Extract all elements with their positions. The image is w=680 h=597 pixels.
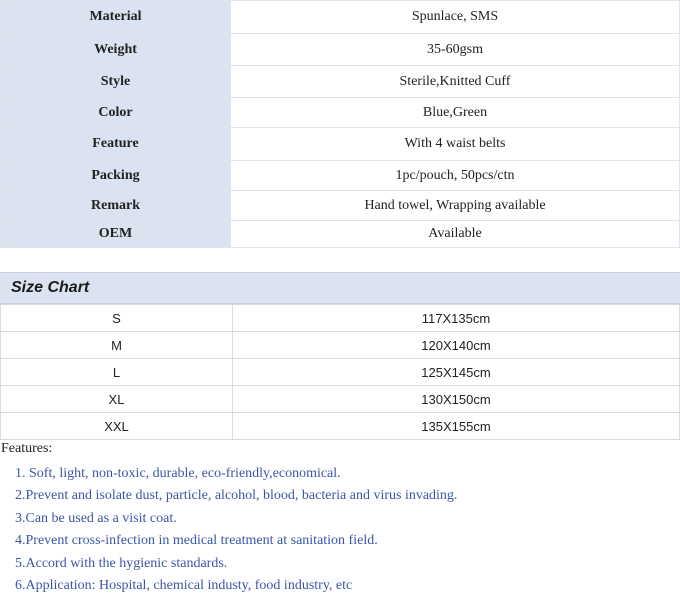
size-chart-table (0, 304, 680, 440)
spec-row (1, 128, 680, 161)
feature-item: 3.Can be used as a visit coat. (15, 510, 177, 526)
spec-row (1, 98, 680, 128)
feature-item: 6.Application: Hospital, chemical industy, food industry, etc (15, 577, 353, 593)
spec-value: 1pc/pouch, 50pcs/ctn (231, 161, 680, 191)
spec-label: Weight (1, 34, 231, 66)
size-label: L (1, 359, 233, 386)
spec-row (1, 34, 680, 66)
spec-value: Hand towel, Wrapping available (231, 191, 680, 221)
size-label: S (1, 305, 233, 332)
spec-table (0, 0, 680, 248)
spec-label: Color (1, 98, 231, 128)
size-chart-header (0, 272, 680, 304)
spec-row (1, 191, 680, 221)
size-dimensions: 130X150cm (233, 386, 680, 413)
feature-item: 2.Prevent and isolate dust, particle, alcohol, blood, bacteria and virus invading. (15, 488, 458, 504)
spec-row (1, 1, 680, 34)
spec-row (1, 221, 680, 248)
size-chart-title: Size Chart (11, 279, 90, 296)
size-label: XXL (1, 413, 233, 440)
spec-value: Spunlace, SMS (231, 1, 680, 34)
features-heading: Features: (1, 441, 53, 456)
feature-item: 1. Soft, light, non-toxic, durable, eco-friendly,economical. (15, 466, 341, 481)
spec-label: OEM (1, 221, 231, 248)
feature-item: 4.Prevent cross-infection in medical treatment at sanitation field. (15, 533, 378, 549)
spec-value: Available (231, 221, 680, 248)
spec-row (1, 66, 680, 98)
size-row (1, 332, 680, 359)
spec-value: 35-60gsm (231, 34, 680, 66)
feature-item: 5.Accord with the hygienic standards. (15, 555, 228, 571)
spec-value: Blue,Green (231, 98, 680, 128)
size-dimensions: 125X145cm (233, 359, 680, 386)
spec-row (1, 161, 680, 191)
size-label: M (1, 332, 233, 359)
spec-label: Style (1, 66, 231, 98)
size-dimensions: 120X140cm (233, 332, 680, 359)
size-row (1, 305, 680, 332)
features-list (15, 463, 457, 597)
size-dimensions: 135X155cm (233, 413, 680, 440)
size-row (1, 359, 680, 386)
size-row (1, 413, 680, 440)
spec-value: Sterile,Knitted Cuff (231, 66, 680, 98)
size-label: XL (1, 386, 233, 413)
spec-label: Feature (1, 128, 231, 161)
spec-label: Remark (1, 191, 231, 221)
spec-label: Material (1, 1, 231, 34)
spec-label: Packing (1, 161, 231, 191)
size-row (1, 386, 680, 413)
size-dimensions: 117X135cm (233, 305, 680, 332)
spec-value: With 4 waist belts (231, 128, 680, 161)
